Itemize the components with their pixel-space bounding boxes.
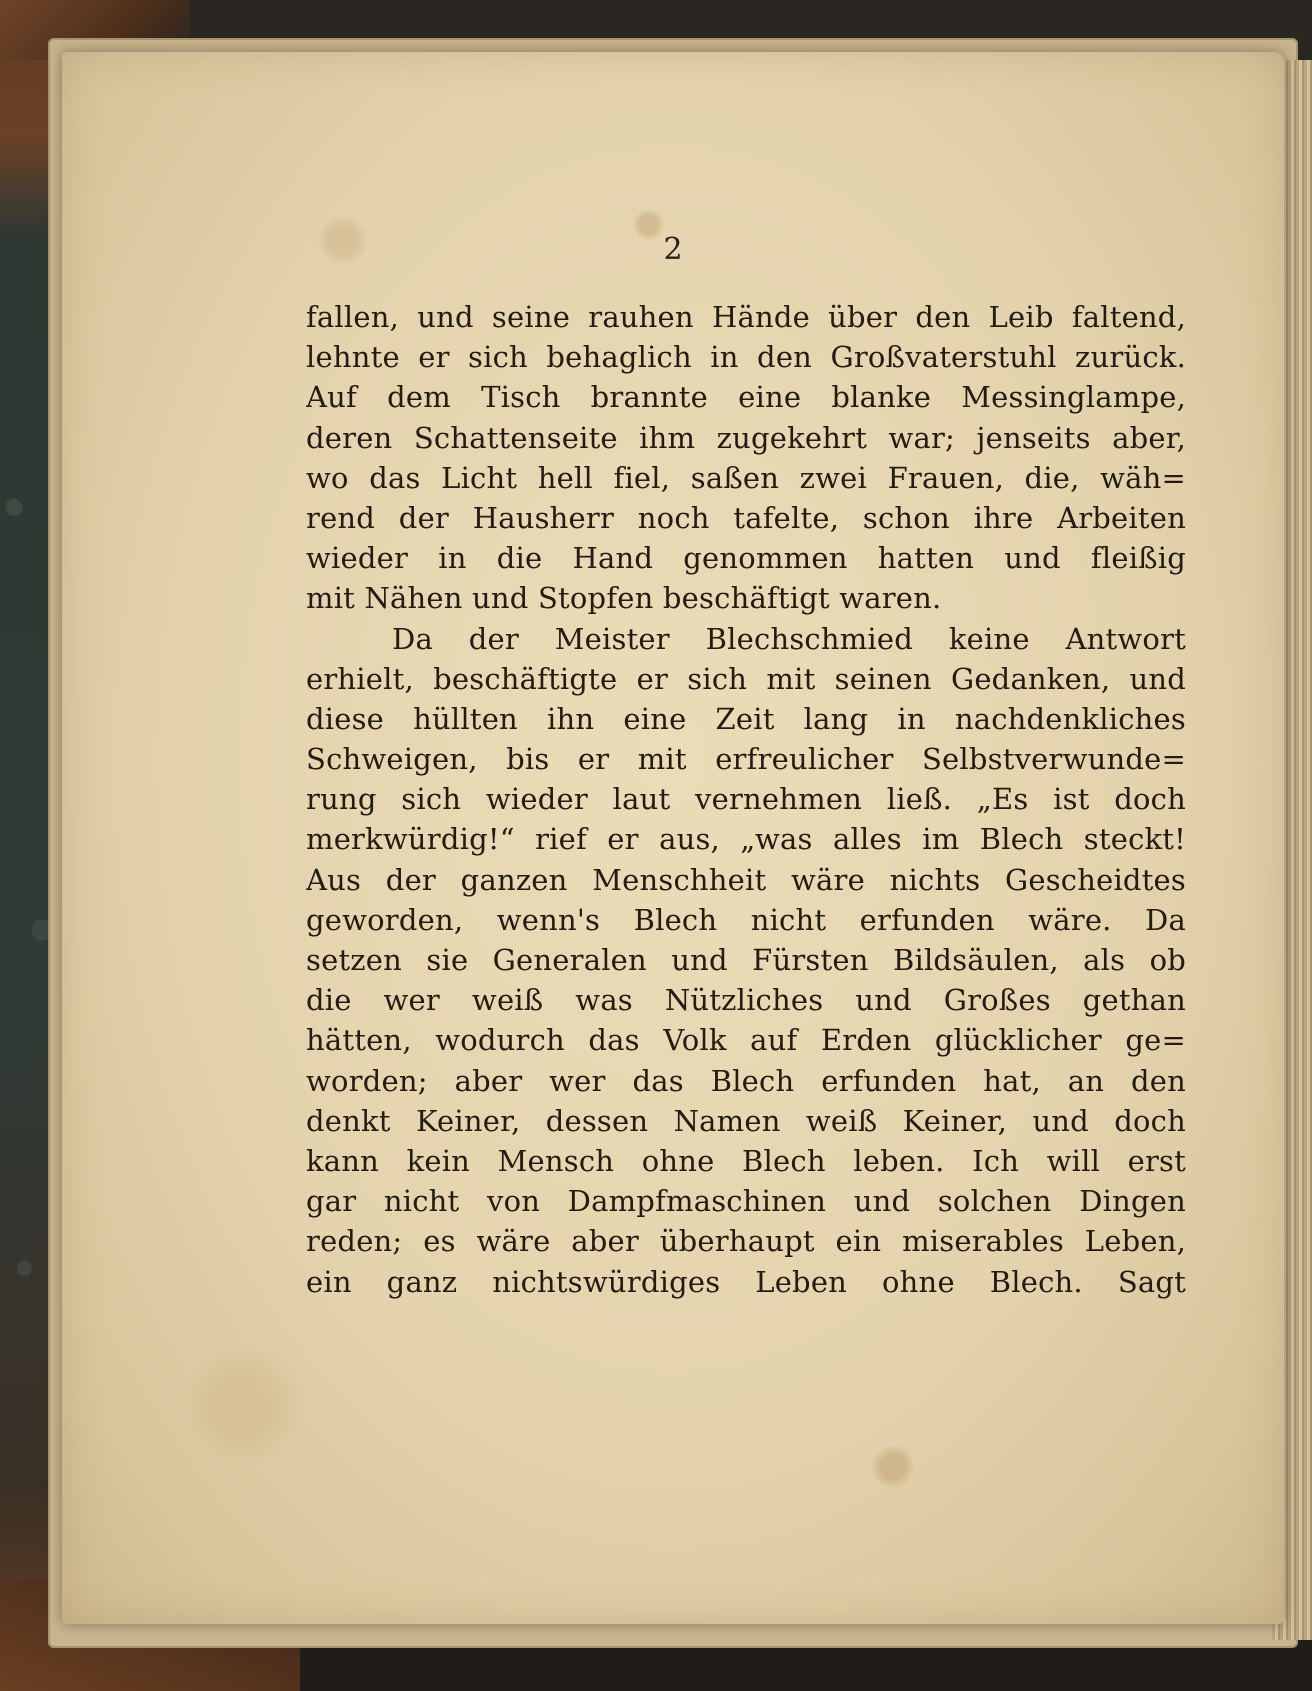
text-line: diese hüllten ihn eine Zeit lang in nachdenkliches: [306, 701, 1186, 736]
text-line: Schweigen, bis er mit erfreulicher Selbstverwunde=: [306, 742, 1186, 777]
text-line: Auf dem Tisch brannte eine blanke Messinglampe,: [306, 380, 1186, 415]
text-line: fallen, und seine rauhen Hände über den Leib faltend,: [306, 300, 1186, 334]
text-line: Aus der ganzen Menschheit wäre nichts Gescheidtes: [306, 862, 1186, 897]
text-line: deren Schattenseite ihm zugekehrt war; jenseits aber,: [306, 420, 1186, 455]
text-line: die wer weiß was Nützliches und Großes gethan: [306, 983, 1186, 1018]
text-line: mit Nähen und Stopfen beschäftigt waren.: [306, 581, 942, 616]
text-line: setzen sie Generalen und Fürsten Bildsäulen, als ob: [306, 943, 1186, 977]
text-line: geworden, wenn's Blech nicht erfunden wäre. Da: [306, 902, 1186, 937]
text-line: Da der Meister Blechschmied keine Antwort: [392, 621, 1186, 656]
text-line: denkt Keiner, dessen Namen weiß Keiner, und doch: [306, 1103, 1186, 1138]
text-line: ein ganz nichtswürdiges Leben ohne Blech. Sagt: [306, 1264, 1186, 1299]
body-text: [306, 297, 1186, 1302]
text-line: kann kein Mensch ohne Blech leben. Ich will erst: [306, 1143, 1186, 1178]
page-number: 2: [663, 232, 683, 267]
text-line: wo das Licht hell fiel, saßen zwei Frauen, die, wäh=: [306, 460, 1186, 495]
text-line: wieder in die Hand genommen hatten und fleißig: [306, 541, 1186, 576]
text-line: reden; es wäre aber überhaupt ein miserables Leben,: [306, 1224, 1186, 1259]
text-line: worden; aber wer das Blech erfunden hat, an den: [306, 1063, 1186, 1098]
text-line: rung sich wieder laut vernehmen ließ. „Es ist doch: [306, 782, 1186, 817]
text-line: gar nicht von Dampfmaschinen und solchen Dingen: [306, 1184, 1186, 1219]
text-line: erhielt, beschäftigte er sich mit seinen Gedanken, und: [306, 661, 1186, 696]
text-line: merkwürdig!“ rief er aus, „was alles im Blech steckt!: [306, 822, 1186, 857]
book-page: [62, 52, 1284, 1624]
text-line: rend der Hausherr noch tafelte, schon ihre Arbeiten: [306, 500, 1186, 535]
text-line: lehnte er sich behaglich in den Großvaterstuhl zurück.: [306, 340, 1186, 375]
text-line: hätten, wodurch das Volk auf Erden glücklicher ge=: [306, 1023, 1186, 1058]
